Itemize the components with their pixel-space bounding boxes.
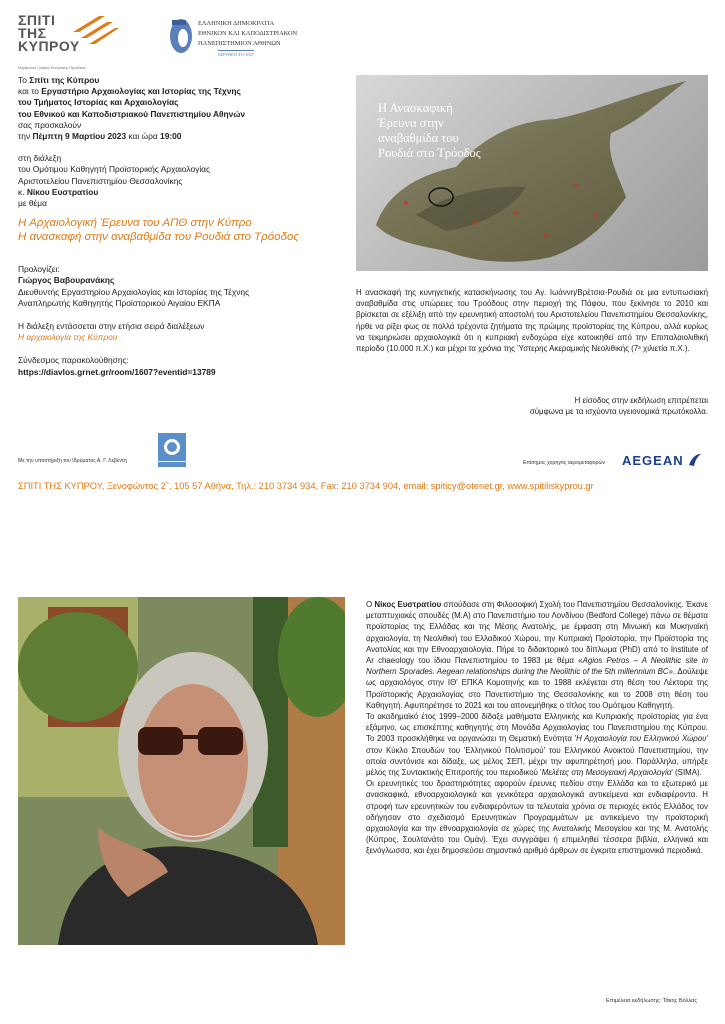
event-time: 19:00 [160, 131, 182, 142]
prologue-label: Προλογίζει: [18, 264, 60, 275]
entry-line-2: σύμφωνα με τα ισχύοντα υγειονομικά πρωτόκολλα. [529, 407, 708, 416]
thesis-title: Agios Petros – A Neolithic site in Northern Sporades. Aegean relationships during the Neolithic of the 5th millennium BC [366, 656, 708, 677]
leventis-logo-icon [158, 433, 186, 467]
speaker-line [18, 187, 338, 198]
event-date: Πέμπτη 9 Μαρτίου 2023 [32, 131, 127, 142]
invite-date-line [18, 131, 338, 142]
text: ' στον Κύκλο Σπουδών του 'Ελληνικού Πολιτισμού' του Ελληνικού Ανοικτού Πανεπιστημίου, την οποία συντόνισε και δίδαξε, ως μέλος ΣΕΠ, μέχρι την αφυπηρέτησή μου. Παράλληλα, υπήρξε μέλος της Συντακτικής Επιτροπής του περιοδικού ' [366, 734, 708, 778]
text: την [18, 131, 33, 142]
university-logo [168, 16, 328, 60]
connection-label: Σύνδεσμος παρακολούθησης: [18, 355, 129, 366]
speaker-biography [366, 599, 708, 857]
aegean-wordmark: AEGEAN [622, 453, 684, 468]
spiti-tis-kyprou-logo [18, 12, 118, 70]
uni-line-2: ΕΘΝΙΚΟΝ ΚΑΙ ΚΑΠΟΔΙΣΤΡΙΑΚΟΝ [198, 30, 298, 37]
entry-line-1: Η είσοδος στην εκδήλωση επιτρέπεται [574, 396, 708, 405]
prologue-name: Γιώργος Βαβουρανάκης [18, 275, 115, 286]
entry-notice [400, 395, 708, 417]
bio-paragraph-3: Οι ερευνητικές του δραστηριότητες αφορούν έρευνες πεδίου στην Ελλάδα και το εξωτερικό με ανασκαφικά, εθνοαρχαιολογικά και γενικότερα αρχαιολογικά αντικείμενα και ενδιαφέροντα. Η στροφή των ερευνητικών του ενδιαφερόντων τα τελευταία χρόνια σε περιοχές εκτός Ελλάδος τον οδήγησαν στο σχεδιασμό Ερευνητικών Προγραμμάτων με αντικείμενο την προϊστορική αρχαιολογία και την εθνοαρχαιολογία σε χώρες της Ανατολικής Μεσογείου και της Μ. Ανατολής (Κύπρος, Σουλτανάτο του Ομάν). Έχει συγγράψει ή επιμεληθεί τέσσερα βιβλία, ελληνικά και ξενόγλωσσα, και έχει δημοσιεύσει σημαντικό αριθμό άρθρων σε έγκριτα επιστημονικά περιοδικά. [366, 779, 708, 856]
uni-line-4: ΙΔΡΥΘΕΝ ΤΟ 1837 [218, 52, 255, 57]
invite-line: του Εθνικού και Καποδιστριακού Πανεπιστημίου Αθηνών [18, 108, 246, 119]
event-credit: Επιμέλεια εκδήλωσης: Τάκης Βόλλας [606, 998, 698, 1004]
journal-title: Μελέτες στη Μεσογειακή Αρχαιολογία [541, 768, 672, 778]
logo-word-2: ΤΗΣ [18, 25, 47, 41]
prologue-role: Αναπληρωτής Καθηγητής Προϊστορικού Αιγαίου ΕΚΠΑ [18, 297, 221, 308]
lab-name: Εργαστήριο Αρχαιολογίας και Ιστορίας της Τέχνης [41, 86, 241, 97]
text: Το ακαδημαϊκό έτος 1999–2000 δίδαξε μαθήματα Ελληνικής και Κυπριακής προϊστορίας για ένα εξάμηνο, ως επισκέπτης καθηγητής στη Μονάδα Αρχαιολογίας του Πανεπιστημίου της Κύπρου. Το 2003 προσκλήθηκε να οργανώσει τη Θεματική Ενότητα ' [366, 712, 708, 744]
invite-line: με θέμα [18, 198, 47, 209]
invite-line [18, 75, 338, 86]
text: ' (SIMA). [671, 768, 702, 778]
connection-link[interactable]: https://diavlos.grnet.gr/room/1607?eventid=13789 [18, 366, 216, 377]
invite-line: του Ομότιμου Καθηγητή Προϊστορικής Αρχαιολογίας [18, 164, 211, 175]
text: και ώρα [126, 131, 161, 142]
uni-line-3: ΠΑΝΕΠΙΣΤΗΜΙΟΝ ΑΘΗΝΩΝ [198, 40, 281, 47]
footer-contact: ΣΠΙΤΙ ΤΗΣ ΚΥΠΡΟΥ, Ξενοφώντος 2ˆ, 105 57 Αθήνα, Τηλ.: 210 3734 934, Fax: 210 3734 904, email: spiticy@otenet.gr, www.spitiliskyprou.gr [18, 481, 594, 491]
cyprus-map-image [356, 75, 708, 271]
logo-word-1: ΣΠΙΤΙ [18, 12, 56, 28]
logo-stripes-icon [63, 14, 119, 50]
logo-word-3: ΚΥΠΡΟΥ [18, 38, 80, 54]
host-name: Σπίτι της Κύπρου [29, 75, 100, 85]
speaker-name: Νίκος Ευστρατίου [374, 600, 442, 609]
sponsor-label: Επίσημος χορηγός αερομεταφορών [523, 460, 606, 466]
support-text: Με την υποστήριξη του Ιδρύματος Α. Γ. Λεβέντη [18, 458, 127, 464]
invite-line: Αριστοτελείου Πανεπιστημίου Θεσσαλονίκης [18, 175, 183, 186]
portrait-image-icon [18, 597, 345, 945]
lecture-title-2: Η ανασκαφή στην αναβαθμίδα του Ρουδιά στο Τρόοδος [18, 231, 299, 244]
invite-line: σας προσκαλούν [18, 119, 82, 130]
athena-head-icon [168, 16, 194, 56]
speaker-portrait-photo [18, 597, 345, 945]
logo-subtitle: Μορφωτικό Γραφείο Κυπριακής Πρεσβείας [18, 66, 86, 70]
aegean-bird-icon [688, 453, 702, 467]
invite-line: του Τμήματος Ιστορίας και Αρχαιολογίας [18, 97, 179, 108]
text: σπούδασε στη Φιλοσοφική Σχολή του Πανεπιστημίου Θεσσαλονίκης. Έκανε μεταπτυχιακές σπουδές (Μ.Α) στο Πανεπιστήμιο του Λονδίνου (Bedford College) πάνω σε θέματα προϊστορίας της Ελλάδας και της Μέσης Ανατολής, με έμφαση στη Μινωική και Μυκηναϊκή αρχαιολογία, τη Νεολιθική του Ελλαδικού Χώρου, την Κυπριακή Προϊστορία, την Προϊστορία της Ανατολίας και την Εθνοαρχαιολογία. Πήρε το διδακτορικό του δίπλωμα (PhD) από το Institute of Ar chaeology του ίδιου Πανεπιστημίου το 1983 με θέμα « [366, 600, 708, 666]
text: Ο [366, 600, 375, 609]
course-title: Η Αρχαιολογία του Ελληνικού Χώρου [576, 734, 707, 744]
text: κ. [18, 186, 27, 197]
invite-line: στη διάλεξη [18, 153, 62, 164]
uni-line-1: ΕΛΛΗΝΙΚΗ ΔΗΜΟΚΡΑΤΙΑ [198, 20, 275, 27]
text: και το [18, 86, 42, 97]
prologue-role: Διευθυντής Εργαστηρίου Αρχαιολογίας και Ιστορίας της Τέχνης [18, 286, 250, 297]
bio-paragraph-1 [366, 599, 708, 711]
invite-line [18, 86, 338, 97]
abstract-text: Η ανασκαφή της κυνηγετικής κατασκήνωσης του Αγ. Ιωάννη/Βρέτσια-Ρουδιά σε μια εντυπωσιακή αναβαθμίδα στις υπώρειες του Τροόδους στην περιοχή της Πάφου, που ξεκίνησε το 2010 και βρίσκεται σε εξέλιξη από την ερευνητική αποστολή του Αριστοτελείου Πανεπιστημίου Θεσσαλονίκης, ήρθε να ρίξει φως σε πολλά τρέχοντα ζητήματα της πρώιμης προϊστορίας της Κύπρου, αλλά κυρίως να τεκμηριώσει αρχαιολογικά ότι η κυπριακή ενδοχώρα είχε κατοικηθεί από την Επιπαλαιολιθική περίοδο (10.000 π.Χ.) και μέχρι τα χρόνια της Ύστερης Ακεραμικής Νεολιθικής (7ˢ χιλιετία π.Χ.). [356, 288, 708, 354]
invitation-text [18, 75, 338, 378]
bio-paragraph-2 [366, 711, 708, 778]
lecture-title-1: Η Αρχαιολογική Έρευνα του ΑΠΘ στην Κύπρο [18, 217, 252, 230]
map-title: Η Ανασκαφική Έρευνα στην αναβαθμίδα του Ρουδιά στο Τρόοδος [378, 101, 481, 160]
aegean-logo [622, 453, 702, 468]
speaker-name: Νίκου Ευστρατίου [26, 186, 99, 197]
leventis-foundation-logo [158, 433, 186, 467]
series-name: Η αρχαιολογία της Κύπρου [18, 332, 118, 343]
text: Το [18, 75, 30, 85]
series-line: Η διάλεξη εντάσσεται στην ετήσια σειρά διαλέξεων [18, 321, 205, 332]
text: ». Δούλεψε ως αρχαιολόγος στην ΙΘ' ΕΠΚΑ Κομοτηνής και το 1988 εκλέγεται στη θέση του Λέκτορα της Προϊστορικής Αρχαιολογίας στο Πανεπιστήμιο της Θεσσαλονίκης και το 2008 στη θέση του Καθηγητή. Αφυπηρέτησε το 2021 και του απονεμήθηκε ο τίτλος του Ομότιμου Καθηγητή. [366, 667, 709, 710]
